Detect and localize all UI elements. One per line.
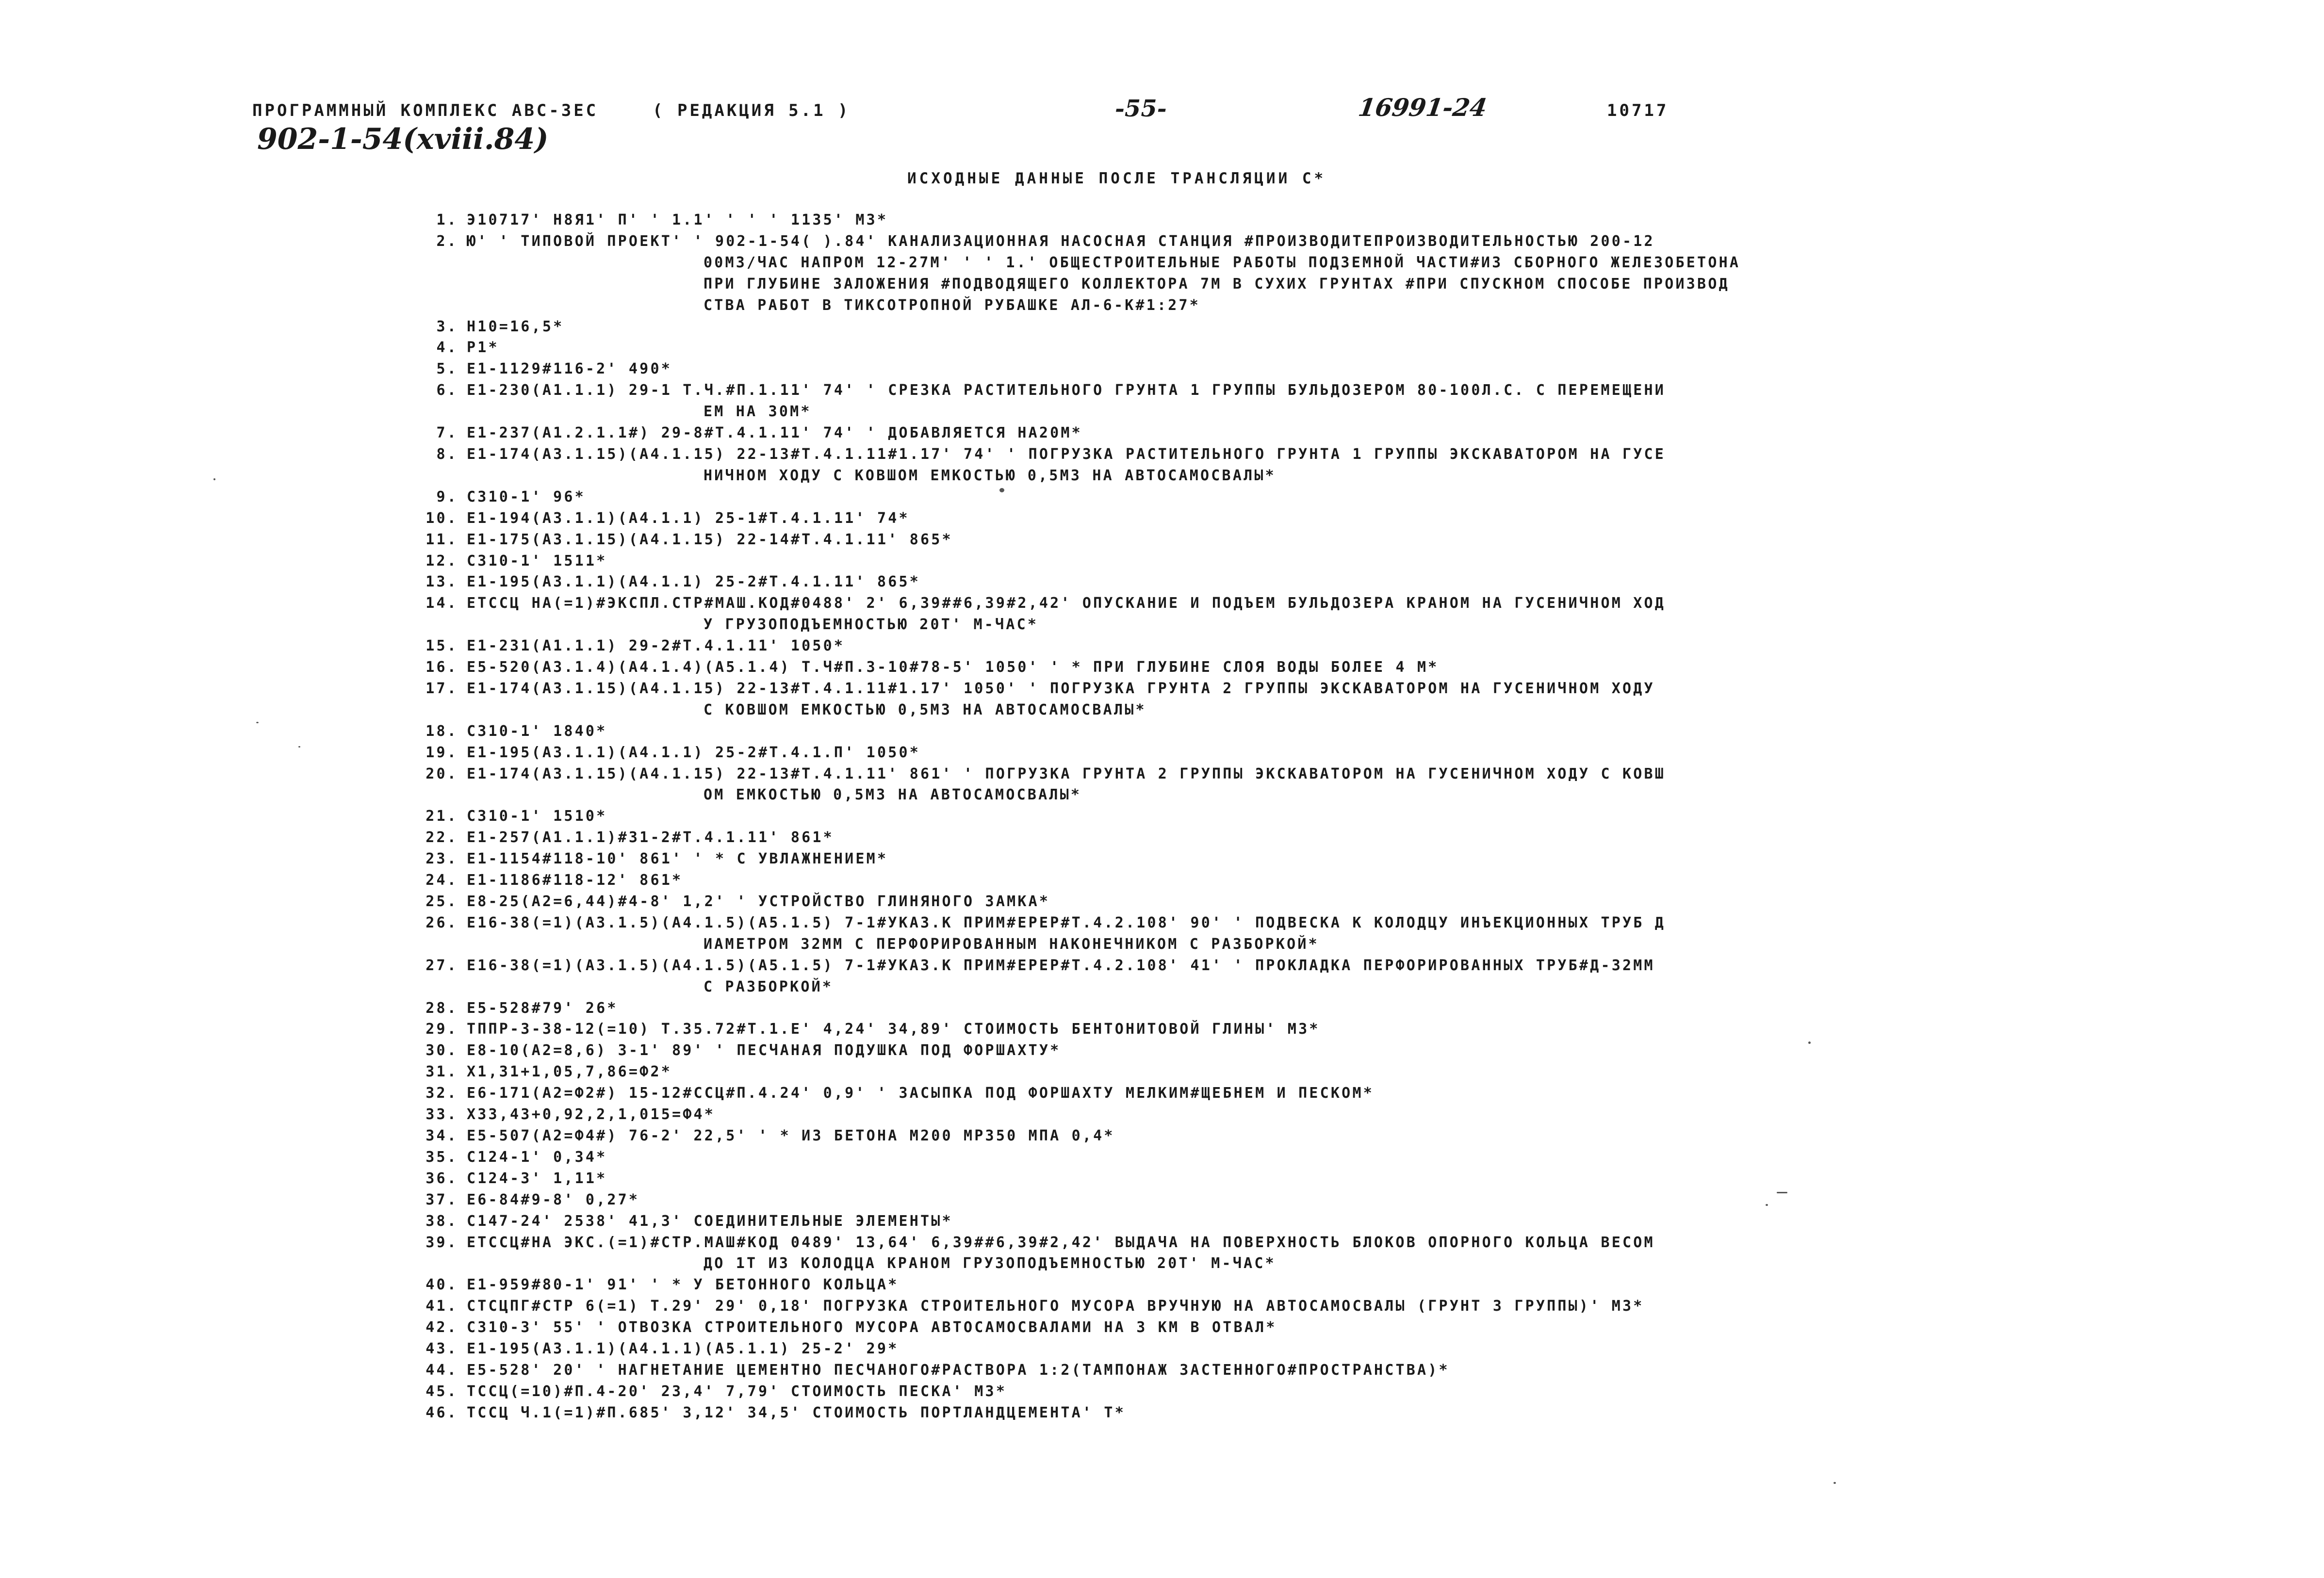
line-text: Н10=16,5* <box>467 318 564 335</box>
listing-line <box>413 508 1917 529</box>
line-body <box>467 231 1917 316</box>
line-body <box>467 1211 1917 1232</box>
listing-line <box>413 1317 1917 1338</box>
listing-line <box>413 1125 1917 1147</box>
listing-line <box>413 593 1917 635</box>
line-number: 27. <box>426 957 458 974</box>
listing-line <box>413 764 1917 806</box>
line-body <box>467 316 1917 338</box>
listing-line <box>413 806 1917 827</box>
program-name: ПРОГРАММНЫЙ КОМПЛЕКС АВС-ЗЕС <box>252 101 599 120</box>
listing-line <box>413 1381 1917 1402</box>
line-body <box>467 551 1917 572</box>
line-body <box>467 1061 1917 1083</box>
line-body <box>467 827 1917 848</box>
line-number: 34. <box>426 1127 458 1144</box>
line-text: С310-1' 1511* <box>467 552 607 569</box>
line-number: 31. <box>426 1063 458 1081</box>
line-body <box>467 358 1917 380</box>
line-body <box>467 678 1917 721</box>
listing-line <box>413 1189 1917 1211</box>
line-body <box>467 380 1917 423</box>
speck <box>213 478 215 480</box>
line-body <box>467 635 1917 657</box>
line-text: С310-1' 1840* <box>467 722 607 740</box>
line-body <box>467 1125 1917 1147</box>
line-continuation: ИАМЕТРОМ 32ММ С ПЕРФОРИРОВАННЫМ НАКОНЕЧНИКОМ С РАЗБОРКОЙ* <box>704 935 1319 953</box>
listing-title: ИСХОДНЫЕ ДАННЫЕ ПОСЛЕ ТРАНСЛЯЦИИ С* <box>907 170 1326 187</box>
line-number: 17. <box>426 680 458 697</box>
line-body <box>467 1360 1917 1381</box>
line-number: 25. <box>426 893 458 910</box>
listing-line <box>413 1168 1917 1189</box>
line-number: 20. <box>426 765 458 782</box>
line-number: 38. <box>426 1212 458 1230</box>
line-text: Е1-174(А3.1.15)(А4.1.15) 22-13#Т.4.1.11#1.17' 1050' ' ПОГРУЗКА ГРУНТА 2 ГРУППЫ ЭКСКАВАТОРОМ НА ГУСЕНИЧНОМ ХОДУ <box>467 680 1655 697</box>
line-text: Е16-38(=1)(А3.1.5)(А4.1.5)(А5.1.5) 7-1#УКАЗ.К ПРИМ#ЕРЕР#Т.4.2.108' 90' ' ПОДВЕСКА К КОЛОДЦУ ИНЪЕКЦИОННЫХ ТРУБ Д <box>467 914 1666 931</box>
line-number: 2. <box>436 232 458 250</box>
line-text: Е1-195(А3.1.1)(А4.1.1)(А5.1.1) 25-2' 29* <box>467 1340 899 1358</box>
line-number: 19. <box>426 744 458 761</box>
listing-line <box>413 955 1917 998</box>
line-number: 41. <box>426 1298 458 1315</box>
line-text: С147-24' 2538' 41,3' СОЕДИНИТЕЛЬНЫЕ ЭЛЕМЕНТЫ* <box>467 1212 953 1230</box>
listing-line <box>413 678 1917 721</box>
line-text: Е1-257(А1.1.1)#31-2#Т.4.1.11' 861* <box>467 829 834 846</box>
listing-line <box>413 721 1917 742</box>
speck <box>999 488 1004 492</box>
line-body <box>467 529 1917 551</box>
listing-line <box>413 358 1917 380</box>
line-number: 42. <box>426 1319 458 1336</box>
line-body <box>467 1381 1917 1402</box>
line-text: ТССЦ Ч.1(=1)#П.685' 3,12' 34,5' СТОИМОСТЬ ПОРТЛАНДЦЕМЕНТА' Т* <box>467 1404 1126 1421</box>
line-number: 4. <box>436 339 458 357</box>
listing-line <box>413 231 1917 316</box>
line-text: Е1-237(А1.2.1.1#) 29-8#Т.4.1.11' 74' ' ДОБАВЛЯЕТСЯ НА20М* <box>467 424 1082 442</box>
listing-line <box>413 870 1917 891</box>
listing-line <box>413 848 1917 870</box>
listing-line <box>413 529 1917 551</box>
line-body <box>467 1189 1917 1211</box>
line-body <box>467 593 1917 635</box>
line-number: 21. <box>426 808 458 825</box>
line-text: С310-1' 96* <box>467 488 586 505</box>
line-text: Е1-195(А3.1.1)(А4.1.1) 25-2#Т.4.1.11' 865* <box>467 573 920 591</box>
line-text: Е1-1129#116-2' 490* <box>467 360 672 378</box>
line-continuation: ДО 1Т ИЗ КОЛОДЦА КРАНОМ ГРУЗОПОДЪЕМНОСТЬЮ 20Т' М-ЧАС* <box>704 1255 1276 1272</box>
line-number: 12. <box>426 552 458 569</box>
line-text: Е8-25(А2=6,44)#4-8' 1,2' ' УСТРОЙСТВО ГЛИНЯНОГО ЗАМКА* <box>467 893 1050 910</box>
line-body <box>467 1338 1917 1360</box>
line-body <box>467 1317 1917 1338</box>
listing-line <box>413 316 1917 338</box>
line-text: Е1-230(А1.1.1) 29-1 Т.Ч.#П.1.11' 74' ' СРЕЗКА РАСТИТЕЛЬНОГО ГРУНТА 1 ГРУППЫ БУЛЬДОЗЕРОМ 80-100Л.С. С ПЕРЕМЕЩЕНИ <box>467 382 1666 399</box>
line-number: 29. <box>426 1021 458 1038</box>
edition-label: ( РЕДАКЦИЯ 5.1 ) <box>653 101 851 120</box>
line-number: 26. <box>426 914 458 931</box>
line-text: С310-3' 55' ' ОТВОЗКА СТРОИТЕЛЬНОГО МУСОРА АВТОСАМОСВАЛАМИ НА 3 КМ В ОТВАЛ* <box>467 1319 1277 1336</box>
line-text: Е16-38(=1)(А3.1.5)(А4.1.5)(А5.1.5) 7-1#УКАЗ.К ПРИМ#ЕРЕР#Т.4.2.108' 41' ' ПРОКЛАДКА ПЕРФОРИРОВАННЫХ ТРУБ#Д-32ММ <box>467 957 1655 974</box>
listing-line <box>413 1104 1917 1125</box>
listing-line <box>413 1232 1917 1275</box>
document-number: 10717 <box>1607 101 1669 120</box>
line-text: Е1-175(А3.1.15)(А4.1.15) 22-14#Т.4.1.11' 865* <box>467 531 953 548</box>
handwritten-project-code: 902-1-54(xviii.84) <box>257 122 549 156</box>
line-number: 1. <box>436 211 458 228</box>
listing-line <box>413 1083 1917 1104</box>
line-number: 37. <box>426 1191 458 1208</box>
line-continuation: У ГРУЗОПОДЪЕМНОСТЬЮ 20Т' М-ЧАС* <box>704 616 1039 634</box>
line-continuation: СТВА РАБОТ В ТИКСОТРОПНОЙ РУБАШКЕ АЛ-6-К#1:27* <box>704 296 1201 314</box>
listing-line <box>413 551 1917 572</box>
line-number: 8. <box>436 445 458 463</box>
line-continuation: 00М3/ЧАС НАПРОМ 12-27М' ' ' 1.' ОБЩЕСТРОИТЕЛЬНЫЕ РАБОТЫ ПОДЗЕМНОЙ ЧАСТИ#ИЗ СБОРНОГО ЖЕЛЕЗОБЕТОНА <box>704 254 1741 271</box>
listing-line <box>413 210 1917 231</box>
line-text: Е1-231(А1.1.1) 29-2#Т.4.1.11' 1050* <box>467 637 845 655</box>
line-body <box>467 742 1917 764</box>
line-number: 9. <box>436 488 458 505</box>
line-number: 7. <box>436 424 458 442</box>
line-body <box>467 571 1917 593</box>
line-continuation: ЕМ НА 30М* <box>704 403 812 421</box>
listing-line <box>413 657 1917 678</box>
listing-line <box>413 1338 1917 1360</box>
line-body <box>467 1274 1917 1296</box>
line-text: Е1-1186#118-12' 861* <box>467 872 683 889</box>
line-body <box>467 806 1917 827</box>
listing-line <box>413 912 1917 955</box>
line-number: 39. <box>426 1234 458 1251</box>
line-text: Х33,43+0,92,2,1,015=Ф4* <box>467 1106 716 1123</box>
line-body <box>467 1147 1917 1168</box>
line-number: 44. <box>426 1361 458 1379</box>
line-text: ТППР-3-38-12(=10) Т.35.72#Т.1.Е' 4,24' 34,89' СТОИМОСТЬ БЕНТОНИТОВОЙ ГЛИНЫ' М3* <box>467 1021 1320 1038</box>
line-text: Е1-1154#118-10' 861' ' * С УВЛАЖНЕНИЕМ* <box>467 850 888 868</box>
line-continuation: ОМ ЕМКОСТЬЮ 0,5М3 НА АВТОСАМОСВАЛЫ* <box>704 786 1082 804</box>
listing-line <box>413 1211 1917 1232</box>
speck <box>1808 1041 1811 1044</box>
listing-line <box>413 1061 1917 1083</box>
listing-line <box>413 635 1917 657</box>
listing-line <box>413 423 1917 444</box>
line-number: 15. <box>426 637 458 655</box>
line-continuation: ПРИ ГЛУБИНЕ ЗАЛОЖЕНИЯ #ПОДВОДЯЩЕГО КОЛЛЕКТОРА 7М В СУХИХ ГРУНТАХ #ПРИ СПУСКНОМ СПОСОБЕ ПРОИЗВОД <box>704 275 1730 293</box>
line-text: Р1* <box>467 339 499 357</box>
line-text: Х1,31+1,05,7,86=Ф2* <box>467 1063 672 1081</box>
line-body <box>467 1040 1917 1061</box>
line-number: 6. <box>436 382 458 399</box>
line-text: ЕТССЦ НА(=1)#ЭКСПЛ.СТР#МАШ.КОД#0488' 2' 6,39##6,39#2,42' ОПУСКАНИЕ И ПОДЪЕМ БУЛЬДОЗЕРА КРАНОМ НА ГУСЕНИЧНОМ ХОД <box>467 595 1666 612</box>
line-text: Е8-10(А2=8,6) 3-1' 89' ' ПЕСЧАНАЯ ПОДУШКА ПОД ФОРШАХТУ* <box>467 1042 1061 1059</box>
line-text: С310-1' 1510* <box>467 808 607 825</box>
line-body <box>467 1083 1917 1104</box>
line-number: 40. <box>426 1276 458 1294</box>
line-body <box>467 487 1917 508</box>
listing-line <box>413 742 1917 764</box>
listing-line <box>413 1040 1917 1061</box>
line-body <box>467 423 1917 444</box>
listing-line <box>413 827 1917 848</box>
line-number: 14. <box>426 595 458 612</box>
handwritten-code: 16991-24 <box>1356 93 1489 122</box>
line-continuation: НИЧНОМ ХОДУ С КОВШОМ ЕМКОСТЬЮ 0,5М3 НА АВТОСАМОСВАЛЫ* <box>704 467 1276 484</box>
listing-line <box>413 1147 1917 1168</box>
speck <box>1766 1204 1768 1206</box>
line-number: 18. <box>426 722 458 740</box>
listing-line <box>413 444 1917 487</box>
line-body <box>467 764 1917 806</box>
listing-line <box>413 487 1917 508</box>
line-number: 10. <box>426 509 458 527</box>
line-body <box>467 210 1917 231</box>
line-number: 30. <box>426 1042 458 1059</box>
line-body <box>467 337 1917 358</box>
line-text: Е1-959#80-1' 91' ' * У БЕТОННОГО КОЛЬЦА* <box>467 1276 899 1294</box>
translation-listing <box>413 210 1917 1424</box>
line-body <box>467 444 1917 487</box>
line-number: 43. <box>426 1340 458 1358</box>
line-body <box>467 1104 1917 1125</box>
line-text: Ю' ' ТИПОВОЙ ПРОЕКТ' ' 902-1-54( ).84' КАНАЛИЗАЦИОННАЯ НАСОСНАЯ СТАНЦИЯ #ПРОИЗВОДИТЕПРОИЗВОДИТЕЛЬНОСТЬЮ 200-12 <box>467 232 1655 250</box>
listing-line <box>413 1296 1917 1317</box>
line-number: 28. <box>426 999 458 1017</box>
line-continuation: С РАЗБОРКОЙ* <box>704 978 834 995</box>
line-number: 35. <box>426 1148 458 1166</box>
line-number: 24. <box>426 872 458 889</box>
line-body <box>467 891 1917 912</box>
line-continuation: С КОВШОМ ЕМКОСТЬЮ 0,5М3 НА АВТОСАМОСВАЛЫ* <box>704 701 1146 718</box>
line-number: 13. <box>426 573 458 591</box>
line-text: Е5-528' 20' ' НАГНЕТАНИЕ ЦЕМЕНТНО ПЕСЧАНОГО#РАСТВОРА 1:2(ТАМПОНАЖ ЗАСТЕННОГО#ПРОСТРАНСТВА)* <box>467 1361 1450 1379</box>
line-number: 45. <box>426 1383 458 1400</box>
line-text: СТСЦПГ#СТР 6(=1) Т.29' 29' 0,18' ПОГРУЗКА СТРОИТЕЛЬНОГО МУСОРА ВРУЧНУЮ НА АВТОСАМОСВАЛЫ (ГРУНТ 3 ГРУППЫ)' М3* <box>467 1298 1644 1315</box>
line-body <box>467 1019 1917 1040</box>
line-text: Е1-195(А3.1.1)(А4.1.1) 25-2#Т.4.1.П' 1050* <box>467 744 920 761</box>
line-text: С124-1' 0,34* <box>467 1148 607 1166</box>
speck <box>1833 1482 1836 1484</box>
line-number: 22. <box>426 829 458 846</box>
line-text: С124-3' 1,11* <box>467 1170 607 1187</box>
line-text: ЕТССЦ#НА ЭКС.(=1)#СТР.МАШ#КОД 0489' 13,64' 6,39##6,39#2,42' ВЫДАЧА НА ПОВЕРХНОСТЬ БЛОКОВ ОПОРНОГО КОЛЬЦА ВЕСОМ <box>467 1234 1655 1251</box>
line-text: Е1-174(А3.1.15)(А4.1.15) 22-13#Т.4.1.11#1.17' 74' ' ПОГРУЗКА РАСТИТЕЛЬНОГО ГРУНТА 1 ГРУППЫ ЭКСКАВАТОРОМ НА ГУСЕ <box>467 445 1666 463</box>
line-number: 32. <box>426 1085 458 1102</box>
line-body <box>467 998 1917 1019</box>
line-body <box>467 912 1917 955</box>
line-text: Е1-194(А3.1.1)(А4.1.1) 25-1#Т.4.1.11' 74* <box>467 509 910 527</box>
line-body <box>467 870 1917 891</box>
line-number: 5. <box>436 360 458 378</box>
line-number: 36. <box>426 1170 458 1187</box>
line-number: 3. <box>436 318 458 335</box>
line-text: Е6-171(А2=Ф2#) 15-12#ССЦ#П.4.24' 0,9' ' ЗАСЫПКА ПОД ФОРШАХТУ МЕЛКИМ#ЩЕБНЕМ И ПЕСКОМ* <box>467 1085 1374 1102</box>
listing-line <box>413 1019 1917 1040</box>
line-body <box>467 657 1917 678</box>
line-number: 33. <box>426 1106 458 1123</box>
line-text: Е5-507(А2=Ф4#) 76-2' 22,5' ' * ИЗ БЕТОНА М200 МР350 МПА 0,4* <box>467 1127 1115 1144</box>
speck <box>1777 1192 1787 1193</box>
line-body <box>467 1402 1917 1424</box>
line-number: 46. <box>426 1404 458 1421</box>
line-number: 23. <box>426 850 458 868</box>
line-body <box>467 848 1917 870</box>
listing-line <box>413 891 1917 912</box>
listing-line <box>413 1360 1917 1381</box>
line-body <box>467 1232 1917 1275</box>
line-number: 16. <box>426 659 458 676</box>
line-number: 11. <box>426 531 458 548</box>
page-number: -55- <box>1115 95 1167 122</box>
line-body <box>467 1168 1917 1189</box>
listing-line <box>413 337 1917 358</box>
speck <box>298 746 300 748</box>
line-body <box>467 721 1917 742</box>
line-body <box>467 1296 1917 1317</box>
speck <box>256 722 259 723</box>
listing-line <box>413 1402 1917 1424</box>
line-text: Е5-520(А3.1.4)(А4.1.4)(А5.1.4) Т.Ч#П.3-10#78-5' 1050' ' * ПРИ ГЛУБИНЕ СЛОЯ ВОДЫ БОЛЕЕ 4 М* <box>467 659 1439 676</box>
line-text: Е5-528#79' 26* <box>467 999 618 1017</box>
line-body <box>467 955 1917 998</box>
listing-line <box>413 1274 1917 1296</box>
line-text: Е6-84#9-8' 0,27* <box>467 1191 640 1208</box>
listing-line <box>413 571 1917 593</box>
line-text: Е1-174(А3.1.15)(А4.1.15) 22-13#Т.4.1.11' 861' ' ПОГРУЗКА ГРУНТА 2 ГРУППЫ ЭКСКАВАТОРОМ НА ГУСЕНИЧНОМ ХОДУ С КОВШ <box>467 765 1666 782</box>
line-body <box>467 508 1917 529</box>
listing-line <box>413 998 1917 1019</box>
line-text: Э10717' Н8Я1' П' ' 1.1' ' ' ' 1135' М3* <box>467 211 888 228</box>
line-text: ТССЦ(=10)#П.4-20' 23,4' 7,79' СТОИМОСТЬ ПЕСКА' М3* <box>467 1383 1007 1400</box>
listing-line <box>413 380 1917 423</box>
